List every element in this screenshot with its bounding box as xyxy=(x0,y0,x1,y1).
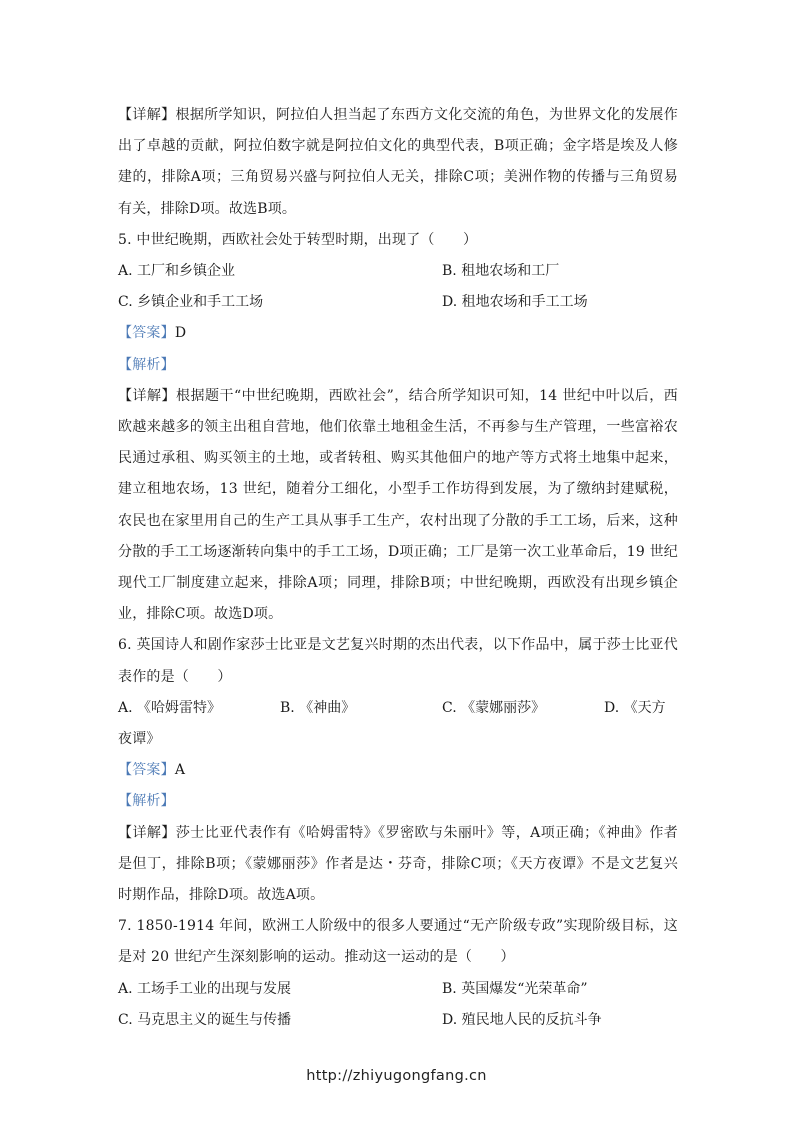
q7-option-b: B. 英国爆发“光荣革命” xyxy=(442,980,588,997)
q5-answer xyxy=(118,318,678,349)
q5-stem: 5. 中世纪晚期，西欧社会处于转型时期，出现了（ ） xyxy=(118,231,478,248)
q5-options-row-1 xyxy=(118,256,678,287)
q7-option-d: D. 殖民地人民的反抗斗争 xyxy=(442,1011,602,1028)
q5-detail xyxy=(118,381,678,631)
q6-answer-value: A xyxy=(174,762,186,779)
detail-tag: 【详解】 xyxy=(118,387,176,404)
footer-url[interactable]: http://zhiyugongfang.cn xyxy=(306,1068,487,1084)
q5-options-row-2 xyxy=(118,287,678,318)
q7-option-a: A. 工场手工业的出现与发展 xyxy=(118,980,292,997)
q5-option-d: D. 租地农场和手工工场 xyxy=(442,294,588,311)
q6-option-d-wrap: 夜谭》 xyxy=(118,731,161,748)
q4-detail-text: 根据所学知识，阿拉伯人担当起了东西方文化交流的角色，为世界文化的发展作出了卓越的贡献，阿拉伯数字就是阿拉伯文化的典型代表，B项正确；金字塔是埃及人修建的，排除A项；三角贸易兴盛与阿拉伯人无关，排除C项；美洲作物的传播与三角贸易有关，排除D项。故选B项。 xyxy=(118,107,678,217)
q6-option-c: C. 《蒙娜丽莎》 xyxy=(442,699,546,716)
answer-tag: 【答案】 xyxy=(118,762,175,779)
q4-detail xyxy=(118,100,678,225)
q6-option-b: B. 《神曲》 xyxy=(280,699,356,716)
q5-analysis-tag: 【解析】 xyxy=(118,356,175,373)
q7-options-row-1 xyxy=(118,974,678,1005)
q5-answer-value: D xyxy=(174,325,187,342)
detail-tag: 【详解】 xyxy=(118,107,176,123)
q7-options-row-2 xyxy=(118,1005,678,1036)
q5-option-b: B. 租地农场和工厂 xyxy=(442,263,560,280)
q6-analysis-tag: 【解析】 xyxy=(118,793,175,810)
q6-option-a: A. 《哈姆雷特》 xyxy=(118,699,222,716)
document-page xyxy=(118,100,678,1036)
q6-option-d: D. 《天方 xyxy=(604,699,666,716)
q5-option-c: C. 乡镇企业和手工工场 xyxy=(118,294,264,311)
q5-option-a: A. 工厂和乡镇企业 xyxy=(118,263,236,280)
q6-detail xyxy=(118,818,678,912)
detail-tag: 【详解】 xyxy=(118,824,176,841)
q5-detail-text: 根据题干“中世纪晚期，西欧社会”，结合所学知识可知，14 世纪中叶以后，西欧越来越多的领主出租自营地，他们依靠土地租金生活，不再参与生产管理，一些富裕农民通过承租、购买领主的土地，或者转租、购买其他佃户的地产等方式将土地集中起来，建立租地农场，13 世纪，随着分工细化，小型手工作坊得到发展，为了缴纳封建赋税，农民也在家里用自己的生产工具从事手工生产，农村出现了分散的手工工场，后来，这种分散的手工工场逐渐转向集中的手工工场，D项正确；工厂是第一次工业革命后，19 世纪现代工厂制度建立起来，排除A项；同理，排除B项；中世纪晚期，西欧没有出现乡镇企业，排除C项。故选D项。 xyxy=(118,387,678,623)
q6-detail-text: 莎士比亚代表作有《哈姆雷特》《罗密欧与朱丽叶》等，A项正确；《神曲》作者是但丁，排除B项；《蒙娜丽莎》作者是达・芬奇，排除C项；《天方夜谭》不是文艺复兴时期作品，排除D项。故选A项。 xyxy=(118,824,678,904)
answer-tag: 【答案】 xyxy=(118,325,175,342)
q6-stem: 6. 英国诗人和剧作家莎士比亚是文艺复兴时期的杰出代表，以下作品中，属于莎士比亚代表作的是（ ） xyxy=(118,637,678,685)
q7-option-c: C. 马克思主义的诞生与传播 xyxy=(118,1011,292,1028)
q6-answer xyxy=(118,755,678,786)
q6-options-row xyxy=(118,693,678,724)
q7-stem: 7. 1850-1914 年间，欧洲工人阶级中的很多人要通过“无产阶级专政”实现阶级目标，这是对 20 世纪产生深刻影响的运动。推动这一运动的是（ ） xyxy=(118,918,678,966)
